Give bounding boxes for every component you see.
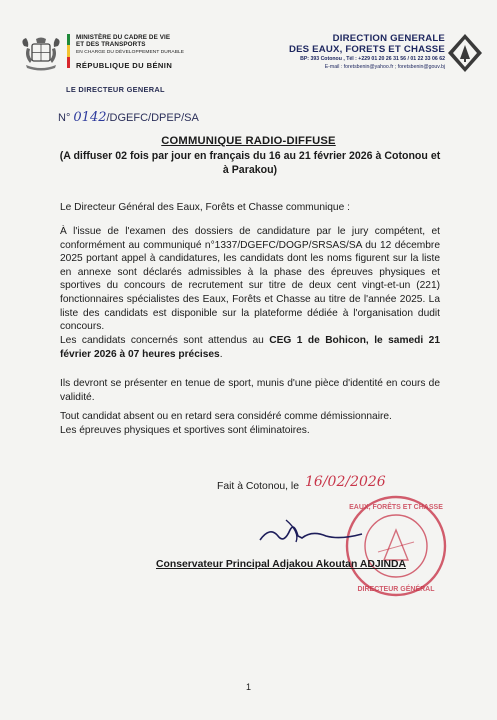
admissibility-paragraph: À l'issue de l'examen des dossiers de candidature par le jury compétent, et conformément au communiqué n°1337/DGEFC/DOGP/SRSAS/SA du 12 décembre 2025 portant appel à candidatures, les candidats dont les noms figurent sur la liste en annexe sont déclarés admissibles à la phase des épreuves physiques et sportives du concours de recrutement sur titre de deux cent vingt-et-un (221) fonctionnaires spécialistes des Eaux, Forêts et Chasse au titre de l'année 2025. La liste des candidats est disponible sur la plateforme dédiée à l'organisation dudit concours.: [60, 226, 440, 333]
reference-number: [58, 110, 199, 125]
page-number: 1: [245, 682, 251, 692]
intro-paragraph: Le Directeur Général des Eaux, Forêts et Chasse communique :: [60, 202, 350, 213]
ministry-name-line3: EN CHARGE DU DÉVELOPPEMENT DURABLE: [76, 49, 185, 55]
absence-paragraph: Tout candidat absent ou en retard sera considéré comme démissionnaire.: [60, 411, 392, 422]
document-title: COMMUNIQUE RADIO-DIFFUSE: [161, 135, 336, 147]
reference-suffix: /DGEFC/DPEP/SA: [106, 112, 199, 124]
flag-red-band: [67, 57, 70, 68]
flag-green-band: [67, 34, 70, 45]
svg-text:EAUX, FORÊTS ET CHASSE: EAUX, FORÊTS ET CHASSE: [349, 504, 443, 511]
email-info: E-mail : foretsbenin@yahoo.fr ; foretsbenin@gouv.bj: [324, 64, 445, 70]
contact-info: BP: 393 Cotonou , Tél : +229 01 20 26 31 56 / 01 22 33 06 62: [300, 56, 445, 62]
republic-name: RÉPUBLIQUE DU BÉNIN: [76, 61, 173, 70]
handwritten-date: 16/02/2026: [305, 474, 386, 490]
convocation-location-date: CEG 1 de Bohicon, le samedi 21 février 2026 à 07 heures précises: [60, 335, 440, 360]
dgefc-logo-icon: [447, 33, 483, 73]
svg-text:DIRECTEUR GÉNÉRAL: DIRECTEUR GÉNÉRAL: [357, 586, 435, 593]
direction-name-line2: DES EAUX, FORETS ET CHASSE: [288, 44, 445, 55]
ministry-name-line2: ET DES TRANSPORTS: [76, 41, 146, 48]
place-line: Fait à Cotonou, le: [217, 481, 300, 492]
convocation-paragraph: [60, 334, 440, 361]
direction-name-line1: DIRECTION GENERALE: [332, 33, 445, 44]
handwritten-signature: [256, 516, 366, 550]
flag-yellow-band: [67, 45, 70, 56]
reference-handwritten-number: 0142: [73, 110, 107, 125]
ministry-name-line1: MINISTÈRE DU CADRE DE VIE: [76, 34, 171, 41]
director-general-heading: LE DIRECTEUR GENERAL: [66, 85, 165, 94]
reference-prefix: N°: [58, 112, 71, 124]
dress-code-paragraph: Ils devront se présenter en tenue de sport, munis d'une pièce d'identité en cours de validité.: [60, 378, 440, 403]
convocation-text-end: .: [219, 348, 223, 360]
benin-coat-of-arms-icon: [18, 36, 64, 72]
convocation-text-start: Les candidats concernés sont attendus au: [60, 335, 270, 346]
signer-name: Conservateur Principal Adjakou Akoutan ADJINDA: [156, 559, 406, 570]
eliminatory-paragraph: Les épreuves physiques et sportives sont éliminatoires.: [60, 425, 310, 436]
benin-flag-stripe: [67, 34, 70, 68]
document-subtitle: (A diffuser 02 fois par jour en français du 16 au 21 février 2026 à Cotonou et à Parakou): [59, 150, 441, 176]
